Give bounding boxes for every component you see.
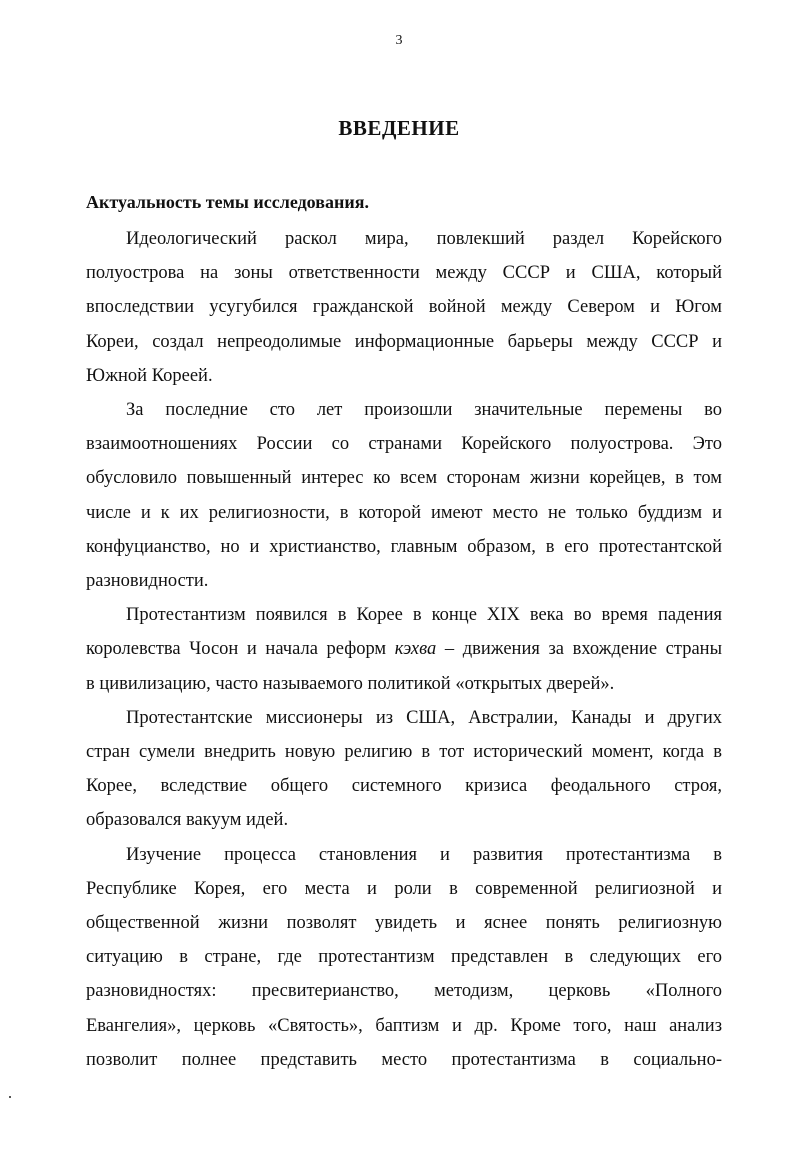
text-line: стран сумели внедрить новую религию в тот исторический момент, когда в: [86, 742, 722, 763]
scan-artifact: [9, 1096, 11, 1098]
body-text: [86, 222, 722, 1077]
text-line: позволит полнее представить место протестантизма в социально-: [86, 1049, 722, 1070]
text-line: образовался вакуум идей.: [86, 810, 289, 831]
text-line: взаимоотношениях России со странами Корейского полуострова. Это: [86, 434, 722, 455]
text-line: впоследствии усугубился гражданской войной между Севером и Югом: [86, 297, 722, 318]
text-line: Изучение процесса становления и развития протестантизма в: [126, 844, 722, 865]
text-line: общественной жизни позволят увидеть и яснее понять религиозную: [86, 913, 722, 934]
italic-term: кэхва: [394, 639, 437, 660]
text-line: Идеологический раскол мира, повлекший раздел Корейского: [126, 229, 722, 249]
text-line: Протестантские миссионеры из США, Австралии, Канады и других: [126, 707, 722, 728]
text-line: За последние сто лет произошли значительные перемены во: [126, 400, 722, 421]
text-line: Евангелия», церковь «Святость», баптизм и др. Кроме того, наш анализ: [86, 1015, 722, 1036]
text-line: Корее, вследствие общего системного кризиса феодального строя,: [86, 776, 722, 797]
text-line: конфуцианство, но и христианство, главным образом, в его протестантской: [86, 536, 722, 557]
chapter-title: ВВЕДЕНИЕ: [338, 116, 460, 140]
paragraph-3: [86, 598, 722, 701]
text-line: Южной Кореей.: [86, 365, 213, 386]
text-fragment: королевства Чосон и начала реформ: [86, 639, 387, 660]
text-line: полуострова на зоны ответственности между СССР и США, который: [86, 263, 722, 284]
paragraph-2: [86, 393, 722, 598]
text-line: разновидности.: [86, 571, 209, 592]
text-line: Республике Корея, его места и роли в современной религиозной и: [86, 878, 722, 899]
paragraph-4: [86, 701, 722, 838]
text-line: числе и к их религиозности, в которой имеют место не только буддизм и: [86, 502, 722, 523]
paragraph-5: [86, 838, 722, 1077]
text-line: в цивилизацию, часто называемого политикой «открытых дверей».: [86, 673, 615, 694]
text-fragment: – движения за вхождение страны: [444, 639, 722, 660]
text-line: ситуацию в стране, где протестантизм представлен в следующих его: [86, 947, 722, 968]
page-number: 3: [395, 33, 403, 48]
section-heading: Актуальность темы исследования.: [86, 192, 369, 212]
text-line: Кореи, создал непреодолимые информационные барьеры между СССР и: [86, 331, 722, 352]
text-line-with-italic: [86, 632, 722, 666]
text-line: обусловило повышенный интерес ко всем сторонам жизни корейцев, в том: [86, 468, 722, 489]
text-line: Протестантизм появился в Корее в конце XIX века во время падения: [126, 605, 722, 626]
paragraph-1: [86, 222, 722, 393]
text-line: разновидностях: пресвитерианство, методизм, церковь «Полного: [86, 981, 722, 1002]
